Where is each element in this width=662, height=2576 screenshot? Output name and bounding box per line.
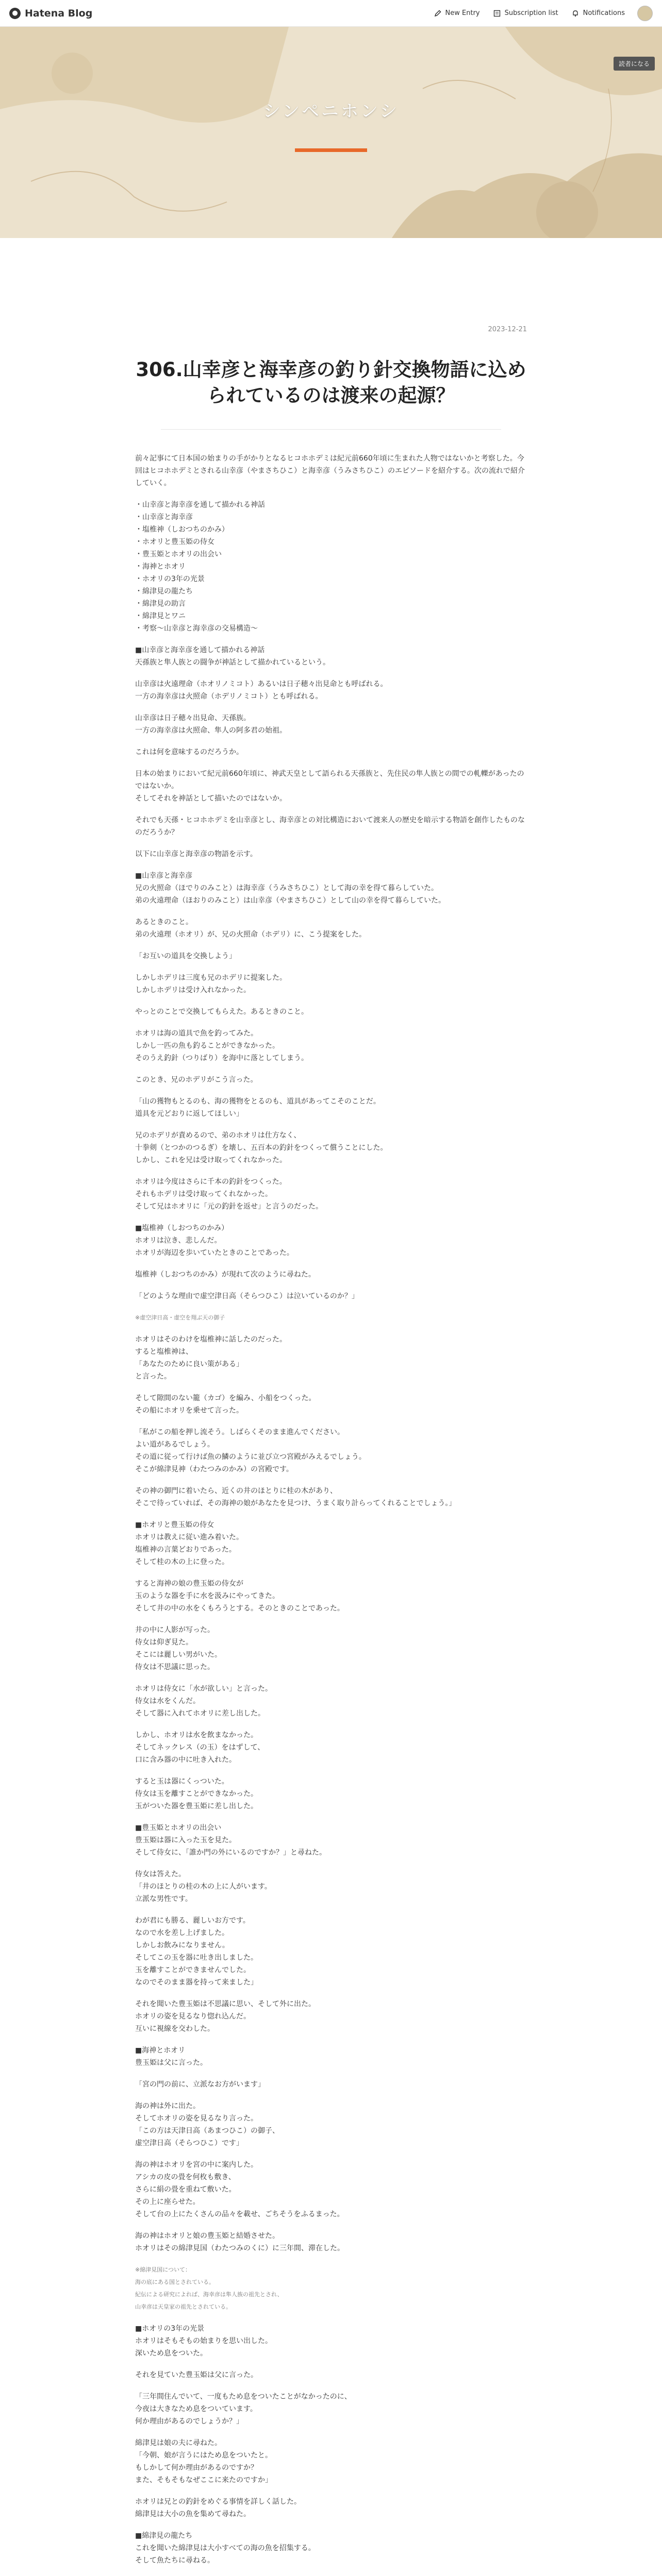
entry-paragraph: 「私がこの船を押し流そう。しばらくそのまま進んでください。 よい道があるでしょう。 その道に従って行けば魚の鱗のように並び立つ宮殿がみえるでしょう。 そこが綿津見神（わたつみのかみ）の宮殿です。: [135, 1428, 366, 1473]
entry-paragraph: しかしホデリは三度も兄のホデリに提案した。 しかしホデリは受け入れなかった。: [135, 973, 287, 994]
entry-paragraph: その神の御門に着いたら、近くの井のほとりに桂の木があり、 そこで待っていれば、その海神の娘があなたを見つけ、うまく取り計らってくれることでしょう。」: [135, 1486, 456, 1507]
entry-paragraph: ■綿津見の龍たち これを聞いた綿津見は大小すべての海の魚を招集する。 そして魚たちに尋ねる。: [135, 2531, 316, 2565]
blog-header-banner: [0, 27, 662, 238]
global-header: [0, 0, 662, 27]
blog-title[interactable]: シンペニホンシ: [262, 101, 400, 122]
entry-paragraph: 兄のホデリが責めるので、弟のホオリは仕方なく、 十拳剣（とつかのつるぎ）を壊し、五百本の釣針をつくって償うことにした。 しかし、これを兄は受け取ってくれなかった。: [135, 1131, 388, 1164]
entry-paragraph: 山幸彦は火遠理命（ホオリノミコト）あるいは日子穂々出見命とも呼ばれる。 一方の海幸彦は火照命（ホデリノミコト）とも呼ばれる。: [135, 680, 388, 701]
entry-paragraph: 海の神はホオリと娘の豊玉姫と結婚させた。 ホオリはその綿津見国（わたつみのくに）に三年間、滞在した。: [135, 2231, 344, 2252]
entry-paragraph: 前々記事にて日本国の始まりの手がかりとなるヒコホホデミは紀元前660年頃に生まれた人物ではないかと考察した。今回はヒコホホデミとされる山幸彦（やまさちひこ）と海幸彦（うみさちひこ）のエピソードを紹介する。次の流れで紹介していく。: [135, 454, 525, 487]
entry-paragraph: ■山幸彦と海幸彦を通して描かれる神話 天孫族と隼人族との闘争が神話として描かれているという。: [135, 646, 330, 667]
entry-paragraph: 「どのような理由で虚空津日高（そらつひこ）は泣いているのか？」: [135, 1292, 359, 1300]
user-avatar[interactable]: [637, 6, 653, 21]
entry-paragraph: 海の神は外に出た。 そしてホオリの姿を見るなり言った。 「この方は天津日高（あまつひこ）の御子、 虚空津日高（そらつひこ）です」: [135, 2102, 279, 2147]
new-entry-label: New Entry: [445, 9, 480, 17]
header-tools: [433, 6, 653, 21]
entry-paragraph: すると玉は器にくっついた。 侍女は玉を離すことができなかった。 玉がついた器を豊玉姫に差し出した。: [135, 1777, 258, 1810]
hatena-blog-logo[interactable]: [9, 8, 92, 19]
subscribe-reader-button[interactable]: 読者になる: [614, 57, 655, 71]
entry-paragraph: ※綿津見国について： 海の底にある国とされている。 紀伝による研究によれば、海幸彦は隼人族の祖先とされ、 山幸彦は天皇家の祖先とされている。: [135, 2266, 283, 2310]
new-entry-button[interactable]: [433, 9, 480, 18]
entry-paragraph: 井の中に人影が写った。 侍女は仰ぎ見た。 そこには麗しい男がいた。 侍女は不思議に思った。: [135, 1625, 222, 1671]
entry-paragraph: 「三年間住んでいて、一度もため息をついたことがなかったのに、 今夜は大きなため息をついています。 何か理由があるのでしょうか？」: [135, 2392, 352, 2426]
entry-paragraph: そして隙間のない籠（カゴ）を編み、小船をつくった。 その船にホオリを乗せて言った。: [135, 1394, 316, 1415]
entry-paragraph: 「お互いの道具を交換しよう」: [135, 952, 236, 960]
entry-paragraph: 日本の始まりにおいて紀元前660年頃に、神武天皇として語られる天孫族と、先住民の隼人族との間での軋轢があったのではないか。 そしてそれを神話として描いたのではないか。: [135, 769, 524, 803]
brand-name: Hatena Blog: [25, 7, 93, 19]
pencil-icon: [433, 9, 442, 18]
entry-paragraph: 海の神はホオリを宮の中に案内した。 アシカの皮の畳を何枚も敷き、 さらに絹の畳を重ねて敷いた。 その上に座らせた。 そして台の上にたくさんの品々を載せ、ごちそうをふるまった。: [135, 2160, 344, 2218]
entry-paragraph: それでも天孫・ヒコホホデミを山幸彦とし、海幸彦との対比構造において渡来人の歴史を暗示する物語を創作したものなのだろうか？: [135, 816, 525, 837]
entry-paragraph: やっとのことで交換してもらえた。あるときのこと。: [135, 1007, 308, 1016]
entry-paragraph: ホオリは海の道具で魚を釣ってみた。 しかし一匹の魚も釣ることができなかった。 そのうえ釣針（つりばり）を海中に落としてしまう。: [135, 1029, 308, 1062]
entry-paragraph: ホオリは侍女に「水が欲しい」と言った。 侍女は水をくんだ。 そして器に入れてホオリに差し出した。: [135, 1684, 272, 1718]
entry-paragraph: 綿津見は娘の夫に尋ねた。 「今朝、娘が言うにはため息をついたと。 もしかして何か理由があるのですか？ また、そもそもなぜここに来たのですか」: [135, 2438, 272, 2484]
title-underline: [295, 148, 367, 152]
entry-paragraph: ・山幸彦と海幸彦を通して描かれる神話 ・山幸彦と海幸彦 ・塩椎神（しおつちのかみ） ・ホオリと豊玉姫の侍女 ・豊玉姫とホオリの出会い ・海神とホオリ ・ホオリの3年の光景 ・綿津見の龍たち ・綿津見の助言 ・綿津見とワニ ・考察〜山幸彦と海幸彦の交易構造〜: [135, 500, 265, 633]
entry-paragraph: あるときのこと。 弟の火遠理（ホオリ）が、兄の火照命（ホデリ）に、こう提案をした。: [135, 918, 366, 939]
list-icon: [492, 9, 502, 18]
entry-paragraph: 以下に山幸彦と海幸彦の物語を示す。: [135, 850, 257, 858]
title-divider: [161, 429, 501, 430]
entry-paragraph: ホオリは兄との釣針をめぐる事情を詳しく話した。 綿津見は大小の魚を集めて尋ねた。: [135, 2497, 301, 2518]
bell-icon: [571, 9, 580, 18]
entry-paragraph: ■海神とホオリ 豊玉姫は父に言った。: [135, 2046, 207, 2067]
entry-paragraph: ホオリはそのわけを塩椎神に話したのだった。 すると塩椎神は、 「あなたのために良い策がある」 と言った。: [135, 1335, 287, 1381]
entry-paragraph: ■塩椎神（しおつちのかみ） ホオリは泣き、悲しんだ。 ホオリが海辺を歩いていたときのことであった。: [135, 1224, 294, 1257]
entry-paragraph: それを聞いた豊玉姫は不思議に思い、そして外に出た。 ホオリの姿を見るなり惚れ込んだ。 互いに視線を交わした。: [135, 1999, 316, 2033]
antique-map-illustration: [0, 27, 662, 238]
hatena-logo-icon: ●: [9, 8, 21, 19]
entry-title[interactable]: 306.山幸彦と海幸彦の釣り針交換物語に込められているのは渡来の起源？: [136, 359, 526, 406]
entry-paragraph: ※虚空津日高・虚空を翔ぶ天の御子: [135, 1314, 225, 1321]
entry-paragraph: 塩椎神（しおつちのかみ）が現れて次のように尋ねた。: [135, 1270, 316, 1279]
entry-paragraph: ■ホオリの3年の光景 ホオリはそもそもの始まりを思い出した。 深いため息をついた。: [135, 2324, 272, 2358]
entry-paragraph: わが君にも勝る、麗しいお方です。 なので水を差し上げました。 しかしお飲みになりません。 そしてこの玉を器に吐き出しました。 玉を離すことができませんでした。 なのでそのまま器を持って来ました」: [135, 1916, 258, 1987]
subscription-list-button[interactable]: [492, 9, 558, 18]
entry-paragraph: 「宮の門の前に、立派なお方がいます」: [135, 2080, 265, 2089]
entry-paragraph: ホオリは今度はさらに千本の釣針をつくった。 それもホデリは受け取ってくれなかった。 そして兄はホオリに「元の釣針を返せ」と言うのだった。: [135, 1177, 323, 1211]
entry-article: [135, 238, 527, 2576]
entry-paragraph: ■山幸彦と海幸彦 兄の火照命（ほでりのみこと）は海幸彦（うみさちひこ）として海の幸を得て暮らしていた。 弟の火遠理命（ほおりのみこと）は山幸彦（やまさちひこ）として山の幸を得て暮らしていた。: [135, 871, 445, 905]
entry-paragraph: それを見ていた豊玉姫は父に言った。: [135, 2370, 258, 2379]
entry-paragraph: 侍女は答えた。 「井のほとりの桂の木の上に人がいます。 立派な男性です。: [135, 1870, 272, 1903]
entry-paragraph: これは何を意味するのだろうか。: [135, 748, 243, 756]
entry-paragraph: このとき、兄のホデリがこう言った。: [135, 1075, 258, 1084]
notifications-label: Notifications: [583, 9, 625, 17]
entry-paragraph: すると海神の娘の豊玉姫の侍女が 玉のような器を手に水を汲みにやってきた。 そして井の中の水をくもろうとする。そのときのことであった。: [135, 1579, 344, 1613]
entry-paragraph: ■ホオリと豊玉姫の侍女 ホオリは教えに従い進み着いた。 塩椎神の言葉どおりであった。 そして桂の木の上に登った。: [135, 1520, 243, 1566]
entry-paragraph: ■豊玉姫とホオリの出会い 豊玉姫は器に入った玉を見た。 そして侍女に、「誰か門の外にいるのですか？」と尋ねた。: [135, 1823, 326, 1857]
notifications-button[interactable]: [571, 9, 625, 18]
subscription-list-label: Subscription list: [504, 9, 558, 17]
entry-paragraph: しかし、ホオリは水を飲まなかった。 そしてネックレス（の玉）をはずして、 口に含み器の中に吐き入れた。: [135, 1731, 265, 1764]
entry-paragraph: 山幸彦は日子穂々出見命、天孫族。 一方の海幸彦は火照命、隼人の阿多君の始祖。: [135, 714, 287, 735]
entry-body: [135, 452, 527, 2576]
entry-paragraph: 「山の獲物もとるのも、海の獲物をとるのも、道具があってこそのことだ。 道具を元どおりに返してほしい」: [135, 1097, 380, 1118]
entry-date[interactable]: 2023-12-21: [488, 326, 527, 333]
